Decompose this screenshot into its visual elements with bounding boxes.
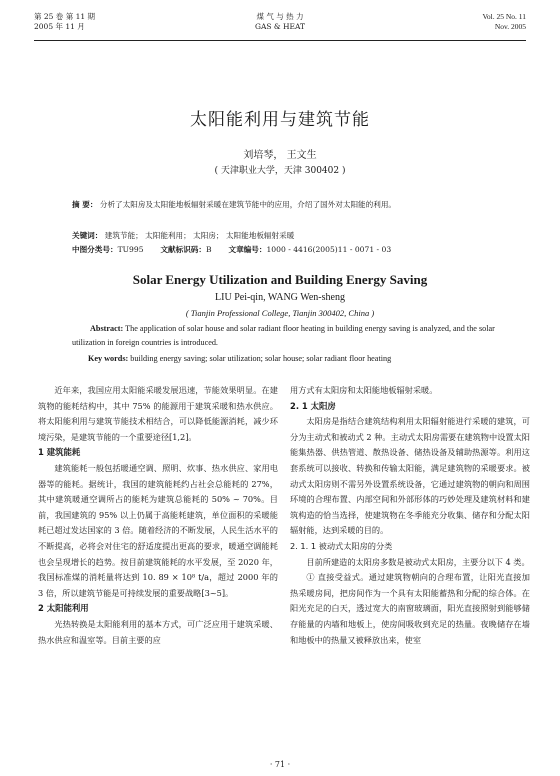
journal-name-cn: 煤 气 与 热 力 [256,12,304,21]
header-divider [34,40,526,41]
running-header [34,12,526,40]
section-2-1-1-heading: 2. 1. 1 被动式太阳房的分类 [290,540,393,551]
header-right [482,12,526,32]
volume-issue: 第 25 卷 第 11 期 [34,12,96,21]
right-column [290,383,530,648]
left-column [38,383,278,648]
author-list: 刘培琴， 王文生 [243,150,317,161]
english-abstract-text: The application of solar house and solar radiant floor heating in building energy saving is analyzed, and the solar utilization in foreign countries is introduced. [72,324,495,347]
section-2-1-1-paragraph: 目前所建造的太阳房多数是被动式太阳房，主要分以下 4 类。 [306,556,530,567]
clc-label: 中图分类号： [72,245,118,254]
english-affiliation: ( Tianjin Professional College, Tianjin 300402, China ) [185,308,375,318]
abstract-cn [72,197,490,212]
section-1-heading: 1 建筑能耗 [38,447,81,458]
classification-line [72,244,490,255]
list-item-direct-gain: ① 直接受益式。通过建筑物朝向的合理布置，让阳光直接加热采暖房间，把房间作为一个具有太阳能蓄热和分配的综合体。在阳光充足的白天，透过宽大的南窗玻璃面，阳光直接照射到能够储存能量的内墙和地板上，使房间吸收到充足的热量。夜晚储存在墙和地板中的热量又被释放出来，使室 [290,572,530,645]
volume-issue-en: Vol. 25 No. 11 [482,12,526,21]
header-center [34,12,526,32]
section-1-paragraph: 建筑能耗一般包括暖通空调、照明、炊事、热水供应、家用电器等的能耗。据统计，我国的建筑能耗约占社会总能耗的 27%，其中建筑暖通空调所占的能耗为建筑总能耗的 50% ~ 70%。目前，我国建筑的 95% 以上仍属于高能耗建筑，单位面积的采暖能耗已超过发达国家的 3 倍。随着经济的不断发展，人民生活水平的不断提高，必将会对住宅的舒适度提出更高的要求，暖通空调能耗也会呈现增长的趋势。按目前建筑能耗的水平发展，至 2020 年，我国标准煤的消耗量将达到 10. 89 × 10⁸ t/a，超过 2000 年的 3 倍，所以建筑节能是可持续发展的重要战略[3~5]。 [38,462,278,598]
abstract-text: 分析了太阳房及太阳能地板辐射采暖在建筑节能中的应用，介绍了国外对太阳能的利用。 [99,200,397,209]
issue-date-en: Nov. 2005 [494,22,526,31]
section-2-heading: 2 太阳能利用 [38,603,89,614]
english-authors: LIU Pei-qin, WANG Wen-sheng [215,292,345,303]
section-2-1-paragraph: 太阳房是指结合建筑结构利用太阳辐射能进行采暖的建筑，可分为主动式和被动式 2 种。主动式太阳房需要在建筑物中设置太阳能集热器、供热管道、散热设备、储热设备及辅助热源等。利用这套系统可以接收、转换和传输太阳能，满足建筑物的采暖要求。被动式太阳房则不需另外设置系统设备，它通过建筑物的朝向和周围环境的合理布置、内部空间和外部形体的巧妙处理及建筑材料和建筑构造的恰当选择，使建筑物在冬季能充分收集、储存和分配太阳辐射能，达到采暖的目的。 [290,416,530,536]
issue-date: 2005 年 11 月 [34,22,85,31]
english-keywords-label: Key words: [88,354,129,363]
section-2-1-heading: 2. 1 太阳房 [290,400,336,411]
keywords-label: 关键词： [72,231,103,240]
doc-code-label: 文献标识码： [160,245,206,254]
keywords-cn [72,230,490,241]
paper-title: 太阳能利用与建筑节能 [190,110,370,130]
english-keywords [88,354,510,363]
english-title: Solar Energy Utilization and Building Energy Saving [132,272,428,287]
article-no-value: 1000 - 4416(2005)11 - 0071 - 03 [266,245,392,254]
abstract-label: 摘 要： [72,200,98,209]
clc-value: TU995 [117,245,144,254]
english-abstract [72,322,500,350]
section-2-paragraph: 光热转换是太阳能利用的基本方式，可广泛应用于建筑采暖、热水供应和温室等。目前主要的应 [38,618,278,645]
affiliation: ( 天津职业大学，天津 300402 ) [214,166,346,176]
article-no-label: 文章编号： [228,245,267,254]
page-number: · 71 · [269,760,291,769]
intro-paragraph: 近年来，我国应用太阳能采暖发展迅速，节能效果明显。在建筑物的能耗结构中，其中 75% 的能源用于建筑采暖和热水供应。将太阳能利用与建筑节能技术相结合，可以降低能源消耗，减少环境污染，是建筑节能的一个重要途径[1,2]。 [38,385,278,442]
english-keywords-text: building energy saving; solar utilization; solar house; solar radiant floor heating [130,354,392,363]
journal-name-en: GAS & HEAT [254,22,305,31]
keywords-text: 建筑节能； 太阳能利用； 太阳房； 太阳能地板辐射采暖 [104,231,295,240]
continued-paragraph: 用方式有太阳房和太阳能地板辐射采暖。 [290,385,438,395]
english-abstract-label: Abstract: [90,324,124,333]
doc-code-value: B [206,245,212,254]
